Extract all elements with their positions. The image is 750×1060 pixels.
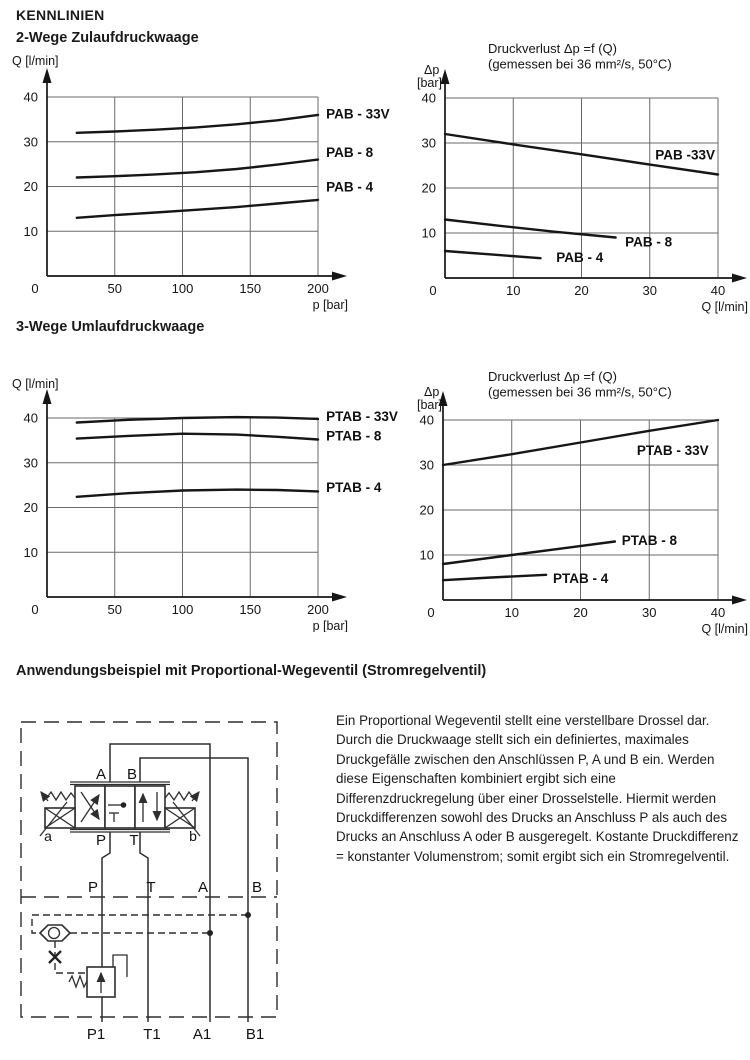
- solenoid-b-label: b: [189, 828, 197, 844]
- chart-3wege-pressure-loss: [415, 362, 750, 649]
- line-t-path: [140, 832, 148, 1022]
- x-tick-label: 200: [307, 602, 329, 617]
- series-label: PTAB - 8: [621, 533, 678, 549]
- y-tick-label: 10: [421, 225, 436, 241]
- x-tick-label: 0: [31, 602, 39, 617]
- spring-left: [46, 792, 75, 800]
- x-tick-label: 40: [710, 283, 726, 298]
- y-axis-title: [bar]: [417, 398, 443, 412]
- valve-position-center: [105, 786, 135, 828]
- series-label: PTAB - 4: [553, 570, 609, 586]
- x-axis-arrow: [732, 274, 747, 283]
- x-tick-label: 30: [642, 605, 657, 620]
- line-a-label: A: [197, 879, 209, 896]
- chart-3wege-flow-canvas: [10, 368, 410, 632]
- hydraulic-schematic: [10, 705, 320, 1055]
- x-tick-label: 0: [31, 281, 39, 296]
- chart-title-line: Druckverlust Δp =f (Q): [488, 369, 617, 384]
- y-axis-title: Δp: [424, 385, 440, 399]
- series-label: PAB - 4: [326, 179, 374, 195]
- y-axis-arrow: [43, 68, 52, 83]
- y-tick-label: 40: [23, 410, 38, 426]
- series-label: PTAB - 33V: [636, 443, 709, 459]
- y-tick-label: 10: [419, 547, 434, 563]
- valve-port-p-label: P: [95, 832, 107, 849]
- adjust-arrow-right: [192, 792, 199, 801]
- x-axis-arrow: [732, 596, 747, 605]
- chart-3wege-pressure-loss-canvas: [415, 362, 750, 644]
- series-label: PTAB - 33V: [326, 409, 398, 425]
- line-t-label: T: [146, 879, 156, 896]
- junction-dot-b: [245, 912, 251, 918]
- series-label: PTAB - 4: [326, 479, 382, 495]
- x-tick-label: 150: [239, 281, 262, 296]
- x-axis-title: Q [l/min]: [701, 300, 748, 314]
- port-t1-label: T1: [143, 1026, 161, 1043]
- y-tick-label: 30: [23, 455, 38, 471]
- y-tick-label: 20: [421, 180, 436, 196]
- series-curve: [77, 434, 318, 440]
- series-curve: [443, 542, 615, 565]
- x-tick-label: 10: [506, 283, 521, 298]
- x-axis-arrow: [332, 593, 347, 602]
- series-label: PAB -33V: [655, 147, 715, 163]
- x-tick-label: 20: [573, 605, 588, 620]
- x-tick-label: 40: [710, 605, 726, 620]
- chart-2wege-pressure-loss: [415, 36, 750, 323]
- solenoid-a-label: a: [44, 828, 52, 844]
- valve-port-b-label: B: [126, 766, 138, 783]
- x-tick-label: 50: [107, 602, 122, 617]
- y-tick-label: 20: [23, 179, 38, 194]
- series-curve: [77, 115, 318, 133]
- y-axis-title: Q [l/min]: [12, 54, 59, 68]
- y-tick-label: 30: [421, 135, 436, 151]
- y-axis-title: Q [l/min]: [12, 377, 59, 391]
- shuttle-valve-symbol: [40, 925, 70, 941]
- chart-2wege-flow-canvas: [10, 52, 410, 316]
- x-axis-title: p [bar]: [312, 298, 348, 312]
- valve-position-right: [135, 786, 165, 828]
- series-curve: [77, 160, 318, 178]
- series-curve: [445, 251, 541, 258]
- line-b-label: B: [251, 879, 263, 896]
- x-tick-label: 0: [429, 283, 437, 298]
- junction-dot-a: [207, 930, 213, 936]
- section-title-2wege: 2-Wege Zulaufdruckwaage: [16, 30, 199, 46]
- y-axis-arrow: [43, 389, 52, 404]
- x-tick-label: 20: [574, 283, 589, 298]
- y-tick-label: 10: [23, 544, 38, 560]
- x-tick-label: 150: [239, 602, 262, 617]
- valve-position-left: [75, 786, 105, 828]
- series-label: PTAB - 8: [326, 428, 382, 444]
- series-label: PAB - 8: [326, 144, 374, 160]
- page-title: KENNLINIEN: [16, 7, 105, 23]
- chart-title-line: Druckverlust Δp =f (Q): [488, 41, 617, 56]
- x-axis-title: p [bar]: [312, 619, 348, 632]
- series-label: PAB - 33V: [326, 106, 390, 122]
- series-curve: [445, 220, 616, 238]
- pressure-compensator-symbol: [69, 955, 127, 997]
- line-p-label: P: [87, 879, 99, 896]
- x-tick-label: 100: [171, 281, 194, 296]
- y-tick-label: 30: [419, 457, 434, 473]
- chart-title-line: (gemessen bei 36 mm²/s, 50°C): [488, 384, 672, 400]
- proportional-valve-symbol: [40, 782, 200, 836]
- x-tick-label: 30: [642, 283, 657, 298]
- x-tick-label: 200: [307, 281, 329, 296]
- compensator-spring: [69, 976, 87, 987]
- x-tick-label: 0: [427, 605, 435, 620]
- x-tick-label: 10: [504, 605, 519, 620]
- y-tick-label: 40: [421, 90, 436, 106]
- port-p1-label: P1: [86, 1026, 106, 1043]
- y-tick-label: 10: [23, 223, 38, 239]
- port-b1-label: B1: [245, 1026, 265, 1043]
- series-curve: [77, 490, 318, 497]
- series-curve: [77, 200, 318, 218]
- valve-port-t-label: T: [129, 832, 139, 849]
- y-tick-label: 20: [23, 500, 38, 515]
- y-tick-label: 40: [419, 412, 434, 428]
- section-title-3wege: 3-Wege Umlaufdruckwaage: [16, 319, 205, 335]
- port-a1-label: A1: [192, 1026, 212, 1043]
- valve-junction-dot: [121, 802, 127, 808]
- series-label: PAB - 4: [556, 249, 604, 265]
- adjust-arrow-left: [41, 792, 48, 801]
- series-curve: [443, 575, 546, 580]
- y-tick-label: 20: [419, 502, 434, 518]
- y-tick-label: 30: [23, 134, 38, 150]
- x-tick-label: 100: [171, 602, 194, 617]
- series-label: PAB - 8: [625, 234, 673, 250]
- y-tick-label: 40: [23, 89, 38, 105]
- spring-right: [165, 792, 194, 800]
- pilot-lines: [32, 915, 248, 973]
- chart-3wege-flow: [10, 368, 410, 637]
- valve-port-a-label: A: [95, 766, 107, 783]
- description-paragraph: Ein Proportional Wegeventil stellt eine verstellbare Drossel dar. Durch die Druckwaage stellt sich ein definiertes, maximales Druckgefälle zwischen den Anschlüssen P, A und B ein. Werden diese Eigenschaften kombiniert ergibt sich eine Differenzdruckregelung über einer Drosselstelle. Hiermit werden Druckdifferenzen sowohl des Drucks an Anschluss P als auch des Drucks an Anschluss A oder B ausgeregelt. Kostante Druckdifferenz = konstanter Volumenstrom; somit ergibt sich ein Stromregelventil.: [336, 713, 739, 864]
- chart-title-line: (gemessen bei 36 mm²/s, 50°C): [488, 56, 672, 72]
- x-axis-title: Q [l/min]: [701, 622, 748, 636]
- x-axis-arrow: [332, 272, 347, 281]
- x-tick-label: 50: [107, 281, 122, 296]
- y-axis-title: [bar]: [417, 76, 443, 90]
- y-axis-title: Δp: [424, 63, 440, 77]
- chart-2wege-pressure-loss-canvas: [415, 36, 750, 318]
- section-title-anwendung: Anwendungsbeispiel mit Proportional-Wegeventil (Stromregelventil): [16, 663, 487, 679]
- chart-2wege-flow: [10, 52, 410, 321]
